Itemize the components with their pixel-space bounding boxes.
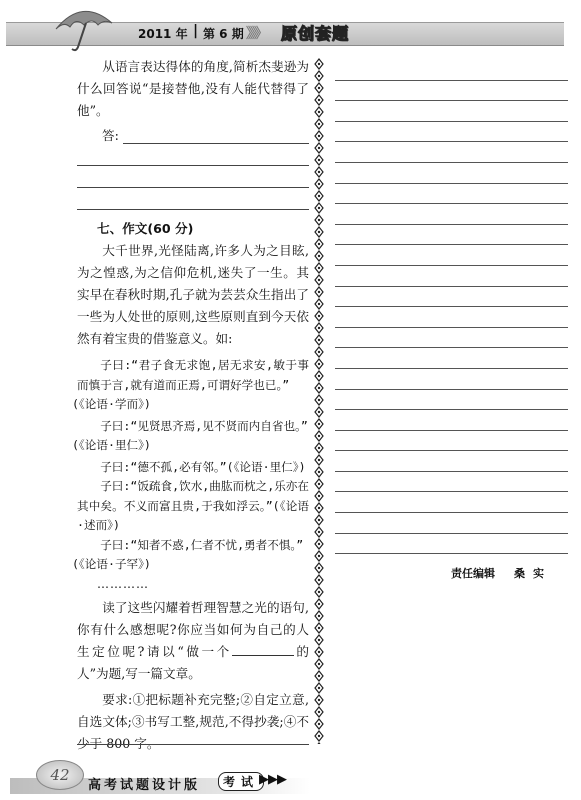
left-column [72,56,309,755]
title-blank [232,643,294,656]
writing-line[interactable] [335,492,568,513]
magazine-title: 高考试题设计版 [88,778,201,793]
writing-line[interactable] [335,390,568,411]
issue-year: 2011 年 [138,27,188,41]
writing-line[interactable] [335,184,568,205]
prompt-part-b: 的人”为题,写一篇文章。 [77,643,309,681]
quote-text: 子曰:“见贤思齐焉,见不贤而内自省也。” [100,418,308,433]
chevron-right-icon: 》》》 [246,26,265,42]
page-header [0,0,581,56]
bottom-rule [77,744,309,745]
writing-line[interactable] [335,81,568,102]
essay-requirements: 要求:①把标题补充完整;②自定立意,自选文体;③书写工整,规范,不得抄袭;④不少于 800 字。 [77,691,309,751]
quote-text: 子曰:“饭疏食,饮水,曲肱而枕之,乐亦在其中矣。不义而富且贵,于我如浮云。”(《论语·述而》) [77,479,309,532]
ellipsis: ………… [97,576,149,591]
editor-label: 责任编辑 [451,567,495,580]
writing-line[interactable] [335,472,568,493]
writing-line[interactable] [335,328,568,349]
essay-intro: 大千世界,光怪陆离,许多人为之目眩,为之惶惑,为之信仰危机,迷失了一生。其实早在春秋时期,孔子就为芸芸众生指出了一些为人处世的原则,这些原则直到今天依然有着宝贵的借鉴意义。如: [77,243,309,346]
column-divider [311,58,327,744]
writing-line[interactable] [335,225,568,246]
answer-line[interactable] [123,128,309,144]
answer-field[interactable] [77,122,309,144]
issue-number: 第 6 期 [203,27,244,41]
quote-source: (《论语·里仁》) [72,438,151,452]
writing-line[interactable] [335,431,568,452]
writing-line[interactable] [335,348,568,369]
answer-label: 答: [102,128,119,143]
quote-source: (《论语·子罕》) [72,557,151,571]
column-title: 原创套题 [281,24,350,43]
umbrella-icon [52,3,116,53]
writing-line[interactable] [335,287,568,308]
writing-line[interactable] [335,245,568,266]
section-heading: 七、作文(60 分) [97,221,194,236]
writing-line[interactable] [335,142,568,163]
quote-text: 子曰:“知者不惑,仁者不忧,勇者不惧。” [100,537,304,552]
answer-line[interactable] [77,144,309,166]
quote-source: (《论语·学而》) [72,397,151,411]
writing-line[interactable] [335,410,568,431]
writing-line[interactable] [335,369,568,390]
writing-line[interactable] [335,204,568,225]
writing-line[interactable] [335,163,568,184]
quote-text: 子曰:“德不孤,必有邻。”(《论语·里仁》) [100,459,306,474]
writing-line[interactable] [335,307,568,328]
writing-line[interactable] [335,513,568,534]
page-footer [0,752,581,800]
writing-line[interactable] [335,60,568,81]
arrow-right-icon: ▶▶▶ [259,772,286,787]
issue-separator: | [193,23,199,39]
writing-line[interactable] [335,122,568,143]
writing-line[interactable] [335,534,568,555]
page-number: 42 [36,760,84,790]
quote-text: 子曰:“君子食无求饱,居无求安,敏于事而慎于言,就有道而正焉,可谓好学也已。” [77,358,309,392]
quote-list [72,356,309,575]
writing-line[interactable] [335,266,568,287]
editor-name: 桑实 [514,567,552,580]
answer-lines [335,60,568,554]
question-paragraph: 从语言表达得体的角度,简析杰斐逊为什么回答说“是接替他,没有人能代替得了他”。 [77,59,309,118]
answer-line[interactable] [77,166,309,188]
essay-prompt [77,597,309,685]
writing-line[interactable] [335,451,568,472]
footer-tag: 考试 [218,772,264,791]
writing-line[interactable] [335,101,568,122]
answer-line[interactable] [77,188,309,210]
prompt-part-a: 读了这些闪耀着哲理智慧之光的语句,你有什么感想呢?你应当如何为自己的人生定位呢?请以“做一个 [77,599,309,659]
